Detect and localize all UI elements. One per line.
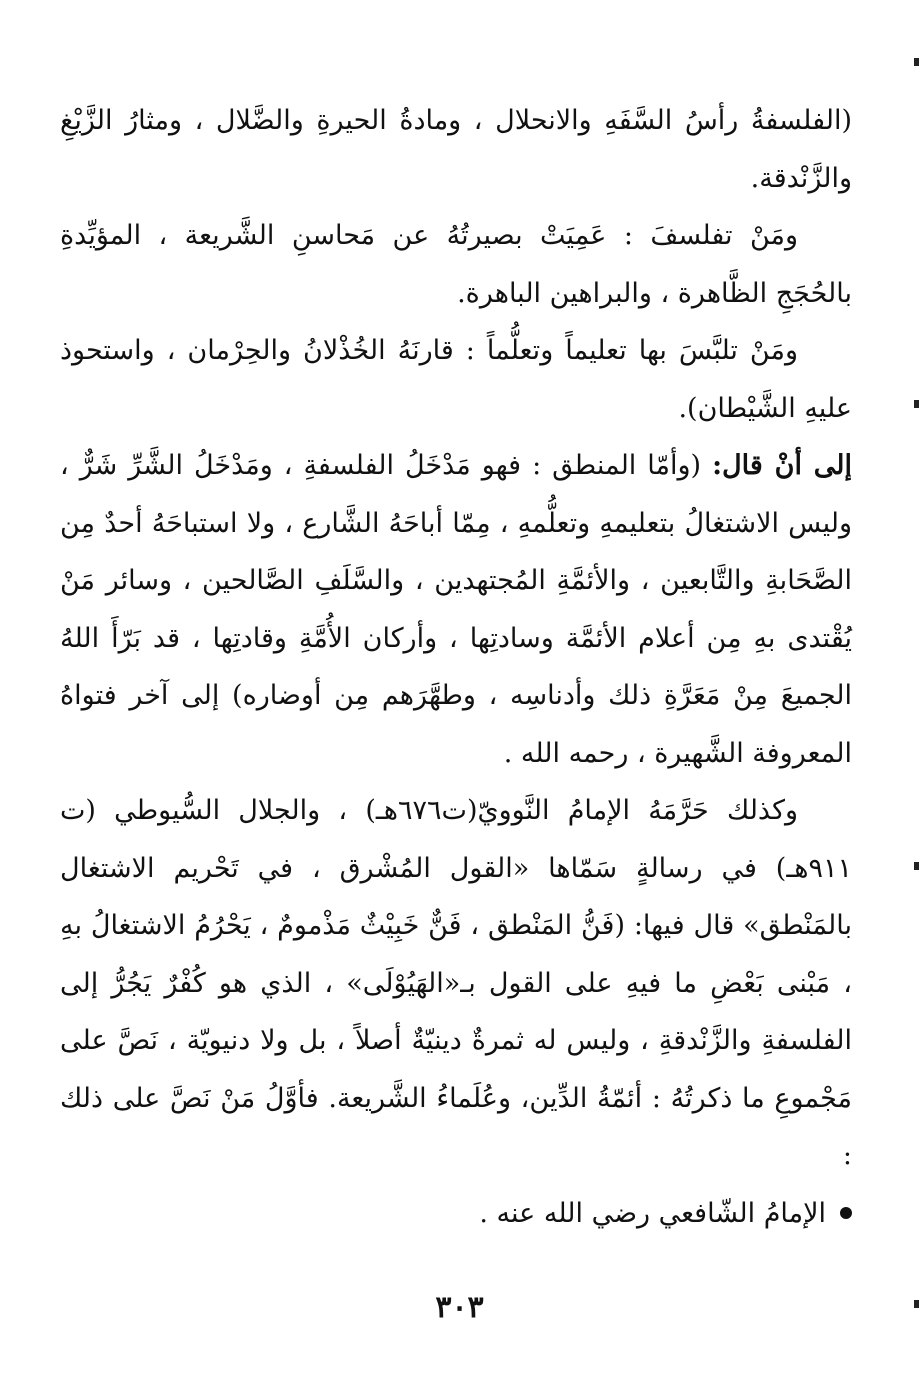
edge-mark-icon: [914, 400, 919, 408]
paragraph-4: [60, 437, 852, 782]
paragraph-2: ومَنْ تفلسفَ : عَمِيَتْ بصيرتُهُ عن مَحاسنِ الشَّريعة ، المؤيِّدةِ بالحُجَجِ الظَّاهرة ، والبراهين الباهرة.: [60, 220, 852, 309]
paragraph-4-text: (وأمّا المنطق : فهو مَدْخَلُ الفلسفةِ ، ومَدْخَلُ الشَّرِّ شَرٌّ ، وليس الاشتغالُ بتعليمهِ وتعلُّمهِ ، مِمّا أباحَهُ الشَّارع ، ولا استباحَهُ أحدٌ مِن الصَّحَابةِ والتَّابعين ، والأئمَّةِ المُجتهدين ، والسَّلَفِ الصَّالحين ، وسائر مَنْ يُقْتدى بهِ مِن أعلام الأئمَّة وسادتِها ، وأركان الأُمَّةِ وقادتِها ، قد بَرّأَ اللهُ الجميعَ مِنْ مَعَرَّةِ ذلك وأدناسِه ، وطهَّرَهم مِن أوضاره) إلى آخر فتواهُ المعروفة الشَّهيرة ، رحمه الله .: [60, 450, 852, 769]
edge-mark-icon: [914, 58, 919, 66]
paragraph-3: ومَنْ تلبَّسَ بها تعليماً وتعلُّماً : قارنَهُ الخُذْلانُ والحِرْمان ، واستحوذ عليهِ الشَّيْطان).: [60, 335, 852, 424]
bullet-text: الإمامُ الشّافعي رضي الله عنه .: [479, 1197, 826, 1229]
page-number: ٣٠٣: [435, 1290, 484, 1325]
paragraph-1: (الفلسفةُ رأسُ السَّفَهِ والانحلال ، ومادةُ الحيرةِ والضَّلال ، ومثارُ الزَّيْغِ والزَّنْدقة.: [60, 105, 852, 194]
edge-mark-icon: [914, 862, 919, 870]
bullet-dot-icon: [840, 1207, 852, 1219]
paragraph-4-lead: إلى أنْ قال:: [712, 450, 852, 481]
edge-mark-icon: [914, 1300, 919, 1308]
page-body: [60, 92, 852, 1242]
paragraph-5: وكذلك حَرَّمَهُ الإمامُ النَّوويّ(ت٦٧٦هـ) ، والجلال السُّيوطي (ت ٩١١هـ) في رسالةٍ سَمّاها «القول المُشْرق ، في تَحْريم الاشتغال بالمَنْطق» قال فيها: (فَنُّ المَنْطق ، فَنٌّ خَبِيْثٌ مَذْمومٌ ، يَحْرُمُ الاشتغالُ بهِ ، مَبْنى بَعْضِ ما فيهِ على القول بـ«الهَيُوْلَى» ، الذي هو كُفْرٌ يَجُرُّ إلى الفلسفةِ والزَّنْدقةِ ، وليس له ثمرةٌ دينيّةٌ أصلاً ، بل ولا دنيويّة ، نَصَّ على مَجْموعِ ما ذكرتُهُ : أئمّةُ الدِّين، وعُلَماءُ الشَّريعة. فأوَّلُ مَنْ نَصَّ على ذلك :: [60, 795, 852, 1171]
bullet-item: [60, 1185, 852, 1243]
